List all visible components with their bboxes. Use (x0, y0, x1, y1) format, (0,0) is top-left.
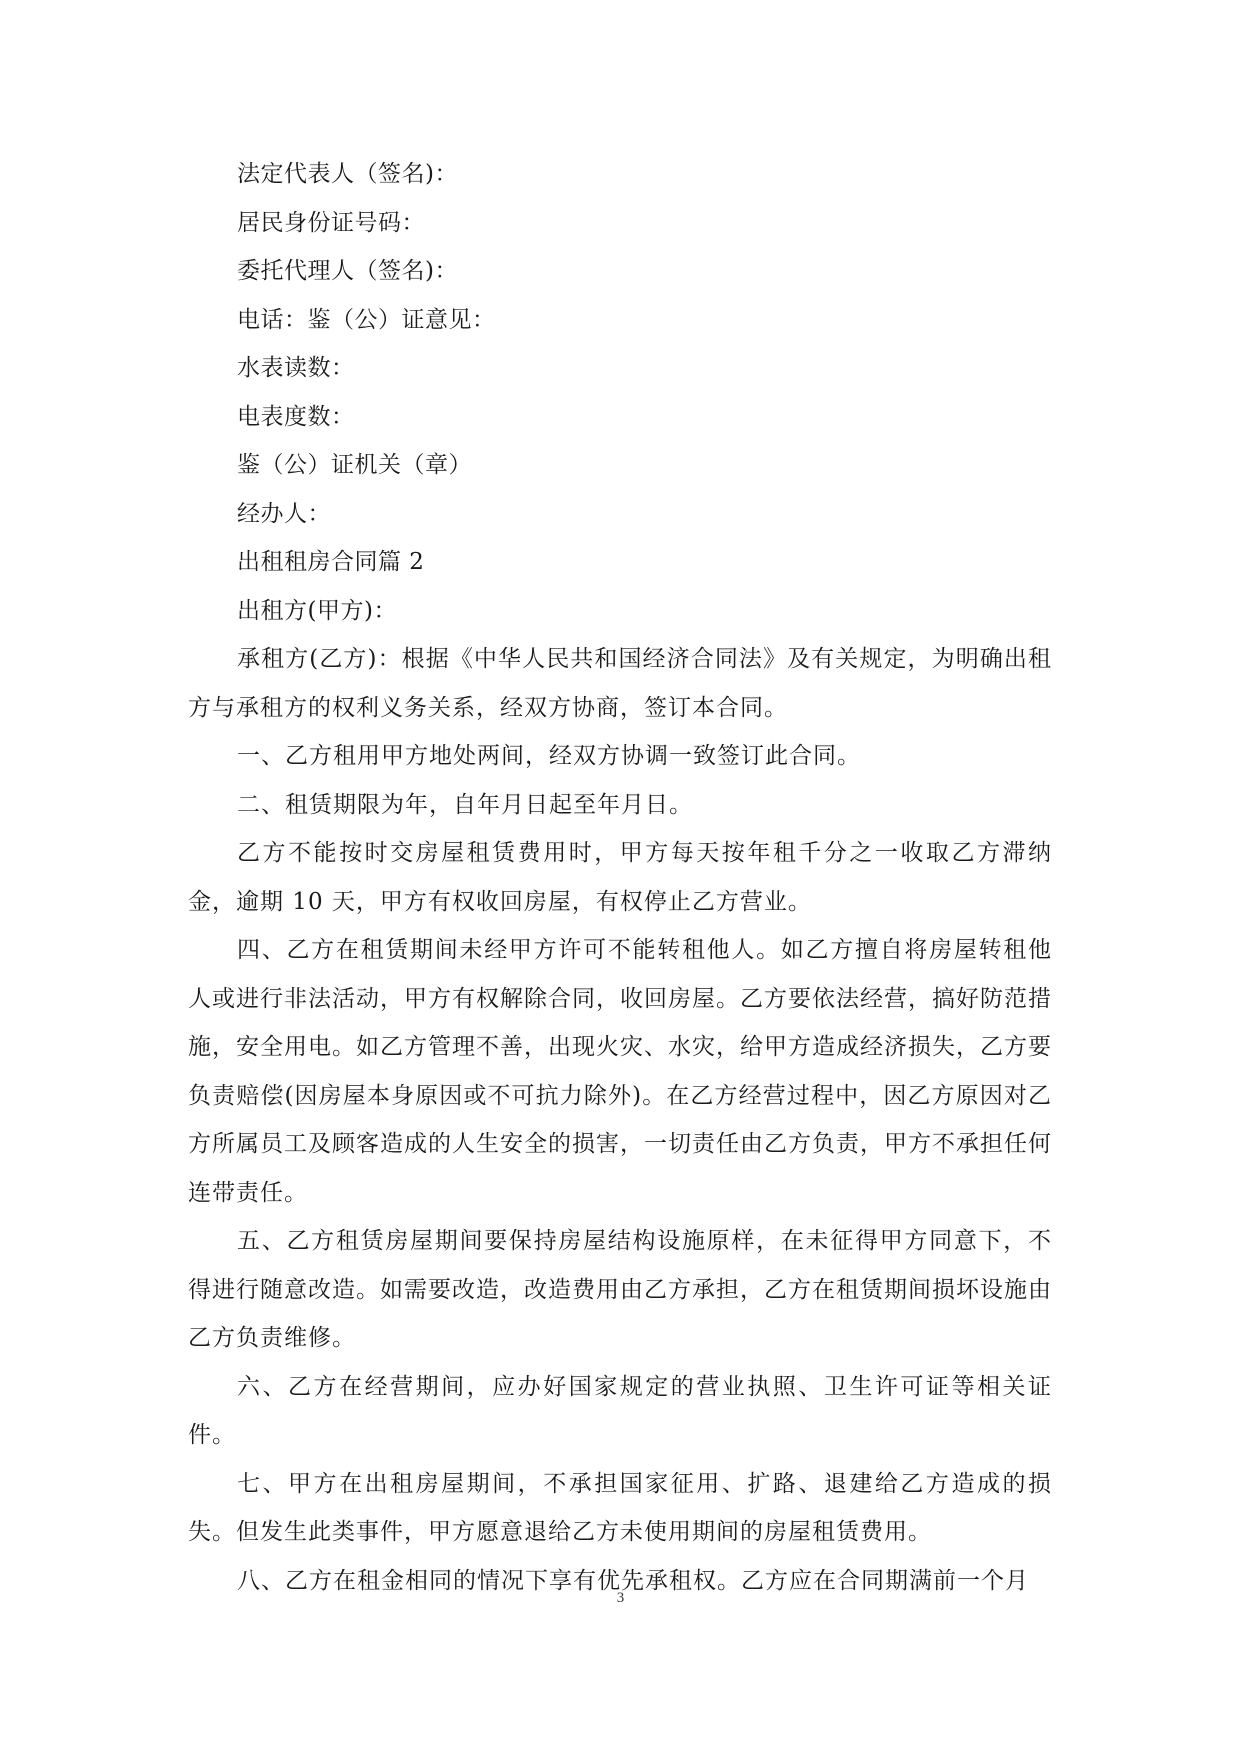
page-number: 3 (616, 1590, 625, 1606)
electric-meter-line: 电表度数： (237, 403, 355, 430)
section-title: 出租租房合同篇 2 (237, 549, 425, 575)
paragraph-clause-2: 二、租赁期限为年，自年月日起至年月日。 (237, 791, 693, 818)
paragraph-clause-1: 一、乙方租用甲方地处两间，经双方协调一致签订此合同。 (237, 743, 861, 769)
phone-notary-opinion-line: 电话：鉴（公）证意见： (237, 306, 496, 333)
paragraph-late-fee: 乙方不能按时交房屋租赁费用时，甲方每天按年租千分之一收取乙方滞纳金，逾期 10 天，甲方有权收回房屋，有权停止乙方营业。 (188, 840, 1052, 915)
paragraph-clause-4: 四、乙方在租赁期间未经甲方许可不能转租他人。如乙方擅自将房屋转租他人或进行非法活动，甲方有权解除合同，收回房屋。乙方要依法经营，搞好防范措施，安全用电。如乙方管理不善，出现火灾、水灾，给甲方造成经济损失，乙方要负责赔偿(因房屋本身原因或不可抗力除外)。在乙方经营过程中，因乙方原因对乙方所属员工及顾客造成的人生安全的损害，一切责任由乙方负责，甲方不承担任何连带责任。 (188, 937, 1052, 1206)
paragraph-lessee-preamble: 承租方(乙方)：根据《中华人民共和国经济合同法》及有关规定，为明确出租方与承租方的权利义务关系，经双方协商，签订本合同。 (188, 646, 1052, 721)
paragraph-clause-5: 五、乙方租赁房屋期间要保持房屋结构设施原样，在未征得甲方同意下，不得进行随意改造。如需要改造，改造费用由乙方承担，乙方在租赁期间损坏设施由乙方负责维修。 (188, 1228, 1052, 1351)
legal-representative-line: 法定代表人（签名)： (237, 161, 458, 187)
paragraph-clause-7: 七、甲方在出租房屋期间，不承担国家征用、扩路、退建给乙方造成的损失。但发生此类事件，甲方愿意退给乙方未使用期间的房屋租赁费用。 (188, 1470, 1052, 1545)
document-body (188, 150, 1052, 1605)
handler-line: 经办人： (237, 500, 331, 527)
id-number-line: 居民身份证号码： (237, 209, 425, 236)
authorized-agent-line: 委托代理人（签名)： (237, 258, 458, 284)
lessor-line: 出租方(甲方)： (237, 597, 397, 624)
notary-office-seal-line: 鉴（公）证机关（章） (237, 452, 472, 478)
paragraph-clause-6: 六、乙方在经营期间，应办好国家规定的营业执照、卫生许可证等相关证件。 (188, 1373, 1052, 1448)
paragraph-clause-8: 八、乙方在租金相同的情况下享有优先承租权。乙方应在合同期满前一个月 (237, 1567, 1029, 1594)
water-meter-line: 水表读数： (237, 355, 355, 381)
